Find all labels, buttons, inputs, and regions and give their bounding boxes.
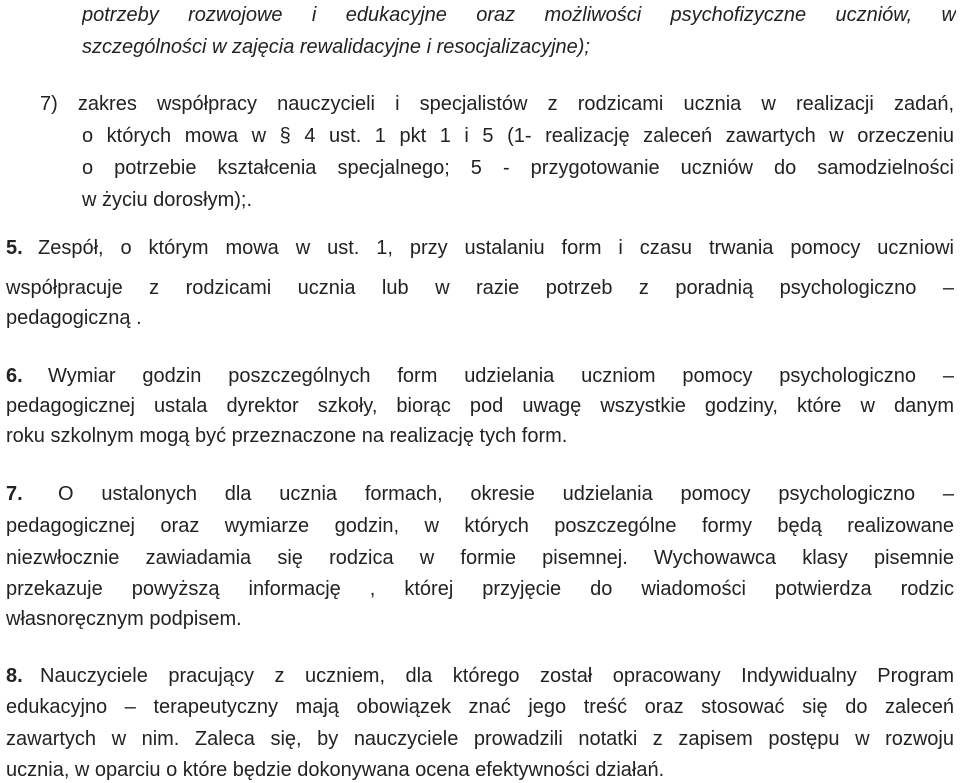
section8-line-3: zawartych w nim. Zaleca się, by nauczyciele prowadzili notatki z zapisem postępu w rozwoju	[6, 728, 954, 750]
section7-line-3: niezwłocznie zawiadamia się rodzica w formie pisemnej. Wychowawca klasy pisemnie	[6, 547, 954, 569]
section8-line-2: edukacyjno – terapeutyczny mają obowiązek znać jego treść oraz stosować się do zaleceń	[6, 696, 954, 718]
section7-number: 7.	[6, 483, 23, 505]
item7-line-1: 7) zakres współpracy nauczycieli i specjalistów z rodzicami ucznia w realizacji zadań,	[40, 93, 954, 115]
section5-number: 5.	[6, 237, 23, 259]
section5-line-2: współpracuje z rodzicami ucznia lub w razie potrzeb z poradnią psychologiczno –	[6, 277, 954, 299]
item7-line-2: o których mowa w § 4 ust. 1 pkt 1 i 5 (1- realizację zaleceń zawartych w orzeczeniu	[82, 125, 954, 147]
section7-line-5: własnoręcznym podpisem.	[6, 608, 242, 630]
section5-line-3: pedagogiczną .	[6, 307, 142, 329]
section5-line-1: Zespół, o którym mowa w ust. 1, przy ustalaniu form i czasu trwania pomocy uczniowi	[38, 237, 954, 259]
section7-line-1: O ustalonych dla ucznia formach, okresie udzielania pomocy psychologiczno –	[58, 483, 954, 505]
section6-line-3: roku szkolnym mogą być przeznaczone na realizację tych form.	[6, 425, 568, 447]
section8-line-1: Nauczyciele pracujący z uczniem, dla którego został opracowany Indywidualny Program	[40, 665, 954, 687]
section6-line-1: Wymiar godzin poszczególnych form udzielania uczniom pomocy psychologiczno –	[48, 365, 954, 387]
continuation-line-1: potrzeby rozwojowe i edukacyjne oraz możliwości psychofizyczne uczniów, w	[82, 4, 956, 26]
section6-line-2: pedagogicznej ustala dyrektor szkoły, biorąc pod uwagę wszystkie godziny, które w danym	[6, 395, 954, 417]
continuation-line-2: szczególności w zajęcia rewalidacyjne i resocjalizacyjne);	[82, 36, 590, 58]
section8-line-4: ucznia, w oparciu o które będzie dokonywana ocena efektywności działań.	[6, 759, 665, 781]
section6-number: 6.	[6, 365, 23, 387]
section7-line-2: pedagogicznej oraz wymiarze godzin, w których poszczególne formy będą realizowane	[6, 515, 954, 537]
section7-line-4: przekazuje powyższą informację , której przyjęcie do wiadomości potwierdza rodzic	[6, 578, 954, 600]
item7-line-4: w życiu dorosłym);.	[82, 189, 253, 211]
section8-number: 8.	[6, 665, 23, 687]
item7-line-3: o potrzebie kształcenia specjalnego; 5 - przygotowanie uczniów do samodzielności	[82, 157, 954, 179]
